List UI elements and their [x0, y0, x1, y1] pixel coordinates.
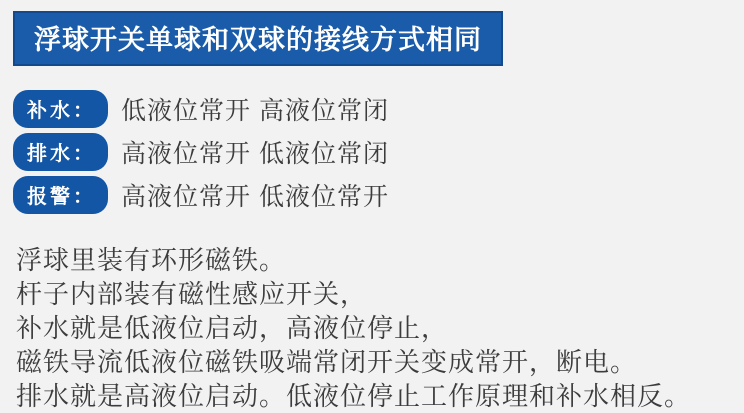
rule-row-paishui [13, 136, 744, 167]
rule-value-paishui: 高液位常开 低液位常闭 [121, 139, 389, 168]
rule-value-baojing: 高液位常开 低液位常开 [121, 182, 389, 211]
rule-badge-baojing: 报警： [13, 176, 108, 214]
description-line-1: 浮球里装有环形磁铁。 [16, 245, 287, 275]
rule-badge-paishui: 排水： [13, 133, 108, 171]
description-line-5: 排水就是高液位启动。低液位停止工作原理和补水相反。 [16, 381, 692, 411]
description-line-3: 补水就是低液位启动，高液位停止， [16, 313, 449, 343]
description-line-4: 磁铁导流低液位磁铁吸端常闭开关变成常开，断电。 [16, 347, 638, 377]
description-line-2: 杆子内部装有磁性感应开关， [16, 279, 368, 309]
rule-value-bushui: 低液位常开 高液位常闭 [121, 96, 389, 125]
rule-row-bushui [13, 93, 744, 124]
title-banner [13, 11, 503, 66]
rule-badge-bushui: 补水： [13, 90, 108, 128]
wiring-rules-list [13, 93, 744, 210]
rule-row-baojing [13, 179, 744, 210]
page-title: 浮球开关单球和双球的接线方式相同 [34, 25, 482, 55]
description-paragraph [16, 243, 744, 413]
